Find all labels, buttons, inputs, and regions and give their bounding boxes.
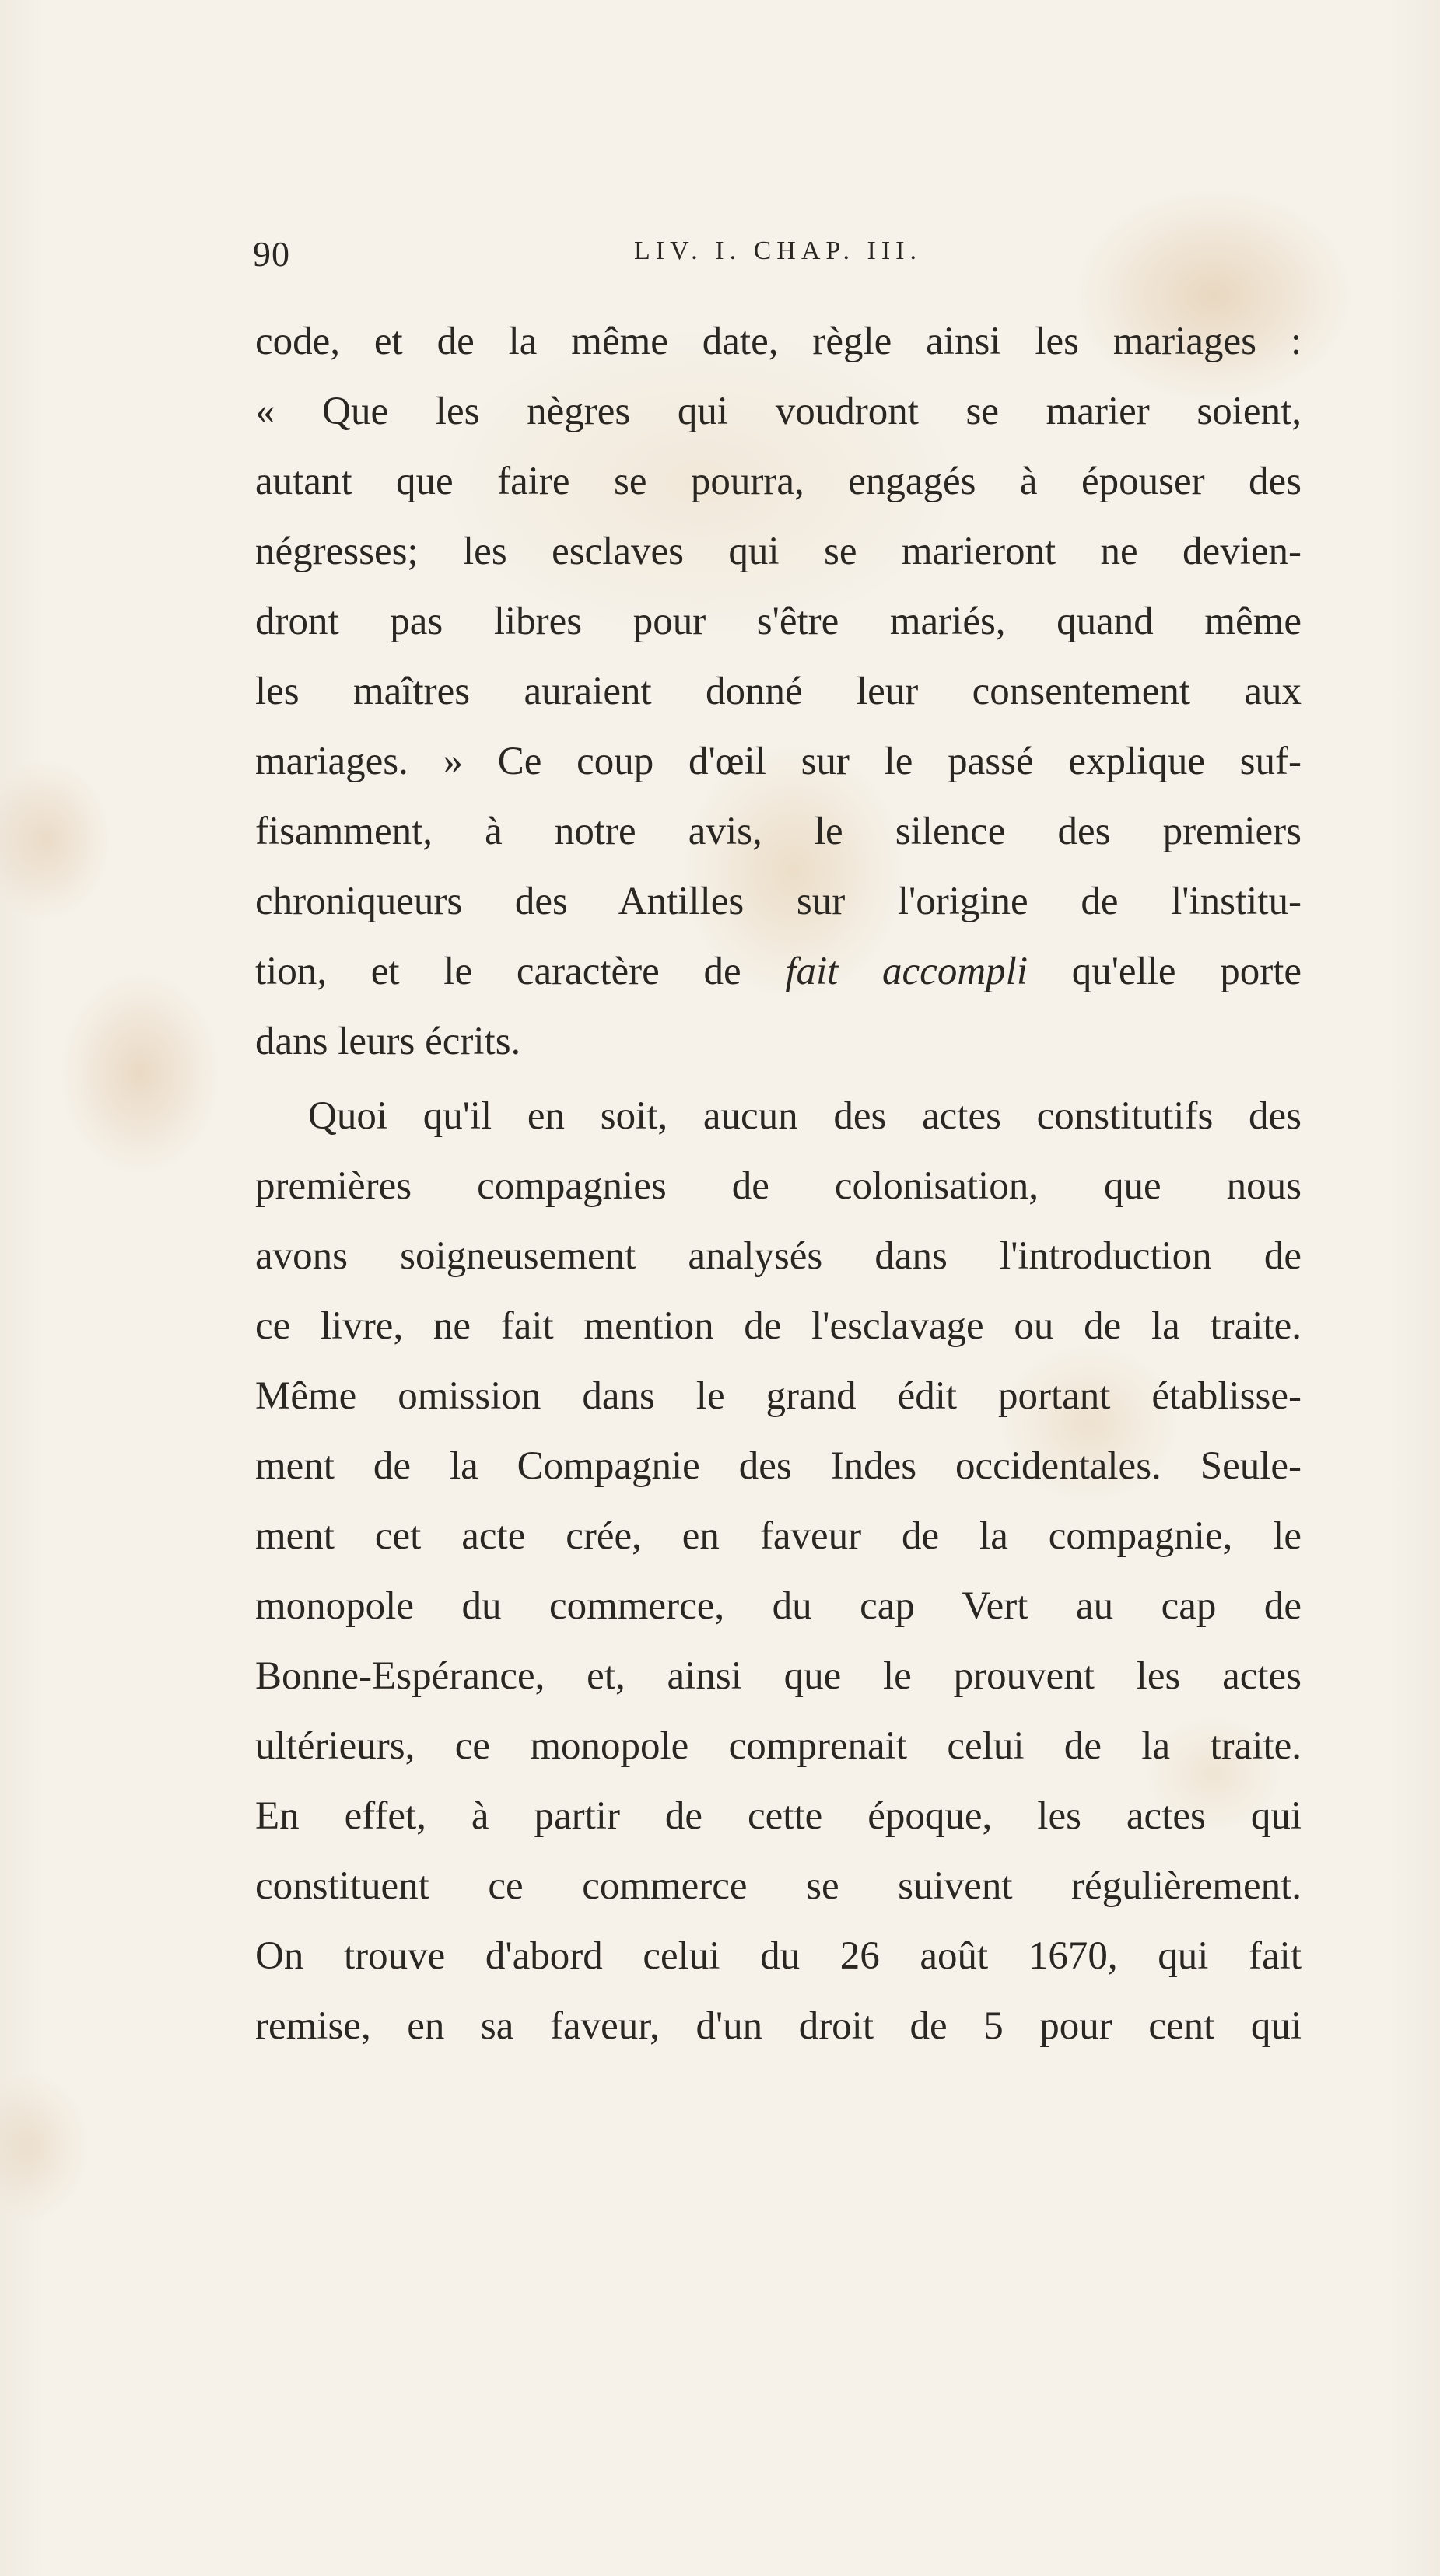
running-head: LIV. I. CHAP. III. xyxy=(634,236,922,265)
text-line: négresses; les esclaves qui se marieront ne devien- xyxy=(255,530,1302,573)
text-body xyxy=(255,306,1302,2061)
text-line: mariages. » Ce coup d'œil sur le passé explique suf- xyxy=(255,740,1302,783)
paragraph-1 xyxy=(255,306,1302,1076)
text-line: En effet, à partir de cette époque, les actes qui xyxy=(255,1794,1302,1838)
text-line: « Que les nègres qui voudront se marier soient, xyxy=(255,390,1302,433)
text-line: avons soigneusement analysés dans l'introduction de xyxy=(255,1234,1302,1278)
text-line: On trouve d'abord celui du 26 août 1670, qui fait xyxy=(255,1934,1302,1978)
text-line: autant que faire se pourra, engagés à épouser des xyxy=(255,460,1302,503)
text-line: Même omission dans le grand édit portant établisse- xyxy=(255,1374,1302,1418)
text-line: dront pas libres pour s'être mariés, quand même xyxy=(255,600,1302,643)
text-line: code, et de la même date, règle ainsi les mariages : xyxy=(255,320,1302,363)
text-line: ment cet acte crée, en faveur de la compagnie, le xyxy=(255,1514,1302,1558)
paragraph-2 xyxy=(255,1081,1302,2061)
page-number: 90 xyxy=(253,234,290,274)
text-segment: qu'elle porte xyxy=(1028,950,1302,993)
text-line: premières compagnies de colonisation, que nous xyxy=(255,1164,1302,1208)
text-line: ultérieurs, ce monopole comprenait celui de la traite. xyxy=(255,1724,1302,1768)
text-line: les maîtres auraient donné leur consentement aux xyxy=(255,670,1302,713)
text-line: chroniqueurs des Antilles sur l'origine de l'institu- xyxy=(255,880,1302,923)
text-line: constituent ce commerce se suivent régulièrement. xyxy=(255,1864,1302,1908)
text-line: Quoi qu'il en soit, aucun des actes constitutifs des xyxy=(308,1094,1302,1138)
text-line: monopole du commerce, du cap Vert au cap de xyxy=(255,1584,1302,1628)
text-line: dans leurs écrits. xyxy=(255,1020,521,1063)
italic-phrase: fait accompli xyxy=(785,950,1028,993)
text-line: ce livre, ne fait mention de l'esclavage ou de la traite. xyxy=(255,1304,1302,1348)
text-line: ment de la Compagnie des Indes occidentales. Seule- xyxy=(255,1444,1302,1488)
text-line: remise, en sa faveur, d'un droit de 5 pour cent qui xyxy=(255,2004,1302,2048)
page-header xyxy=(253,233,1303,296)
text-line-with-italic xyxy=(255,936,1302,1006)
text-segment: tion, et le caractère de xyxy=(255,950,786,993)
text-line: fisamment, à notre avis, le silence des premiers xyxy=(255,810,1302,853)
text-line: Bonne-Espérance, et, ainsi que le prouvent les actes xyxy=(255,1654,1302,1698)
